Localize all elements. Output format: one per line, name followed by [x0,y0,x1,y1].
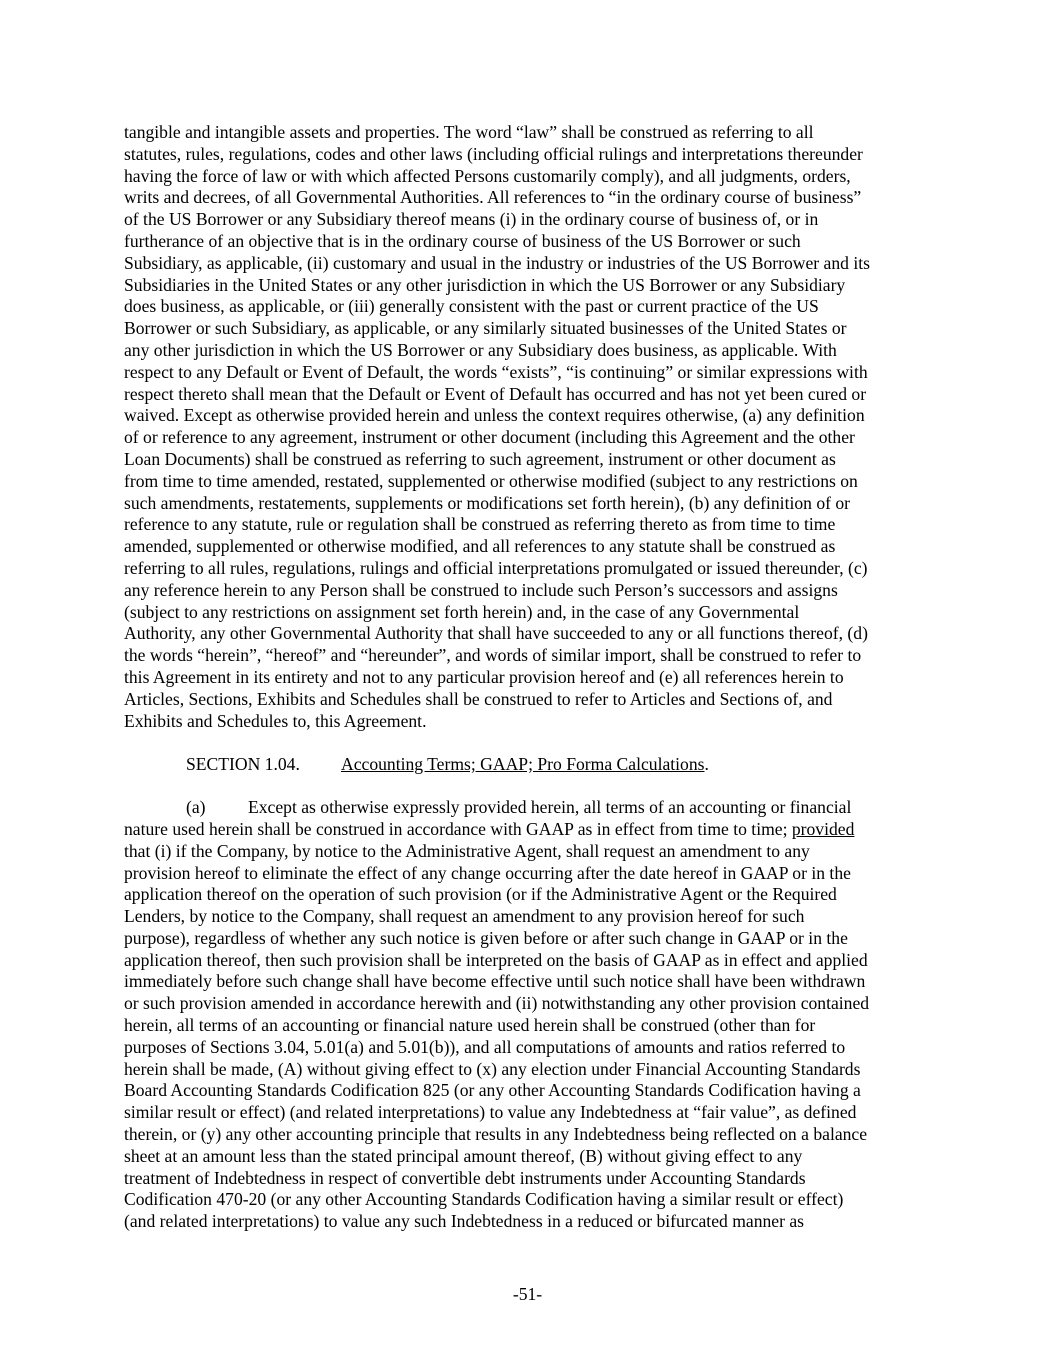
text-line: the words “herein”, “hereof” and “hereunder”, and words of similar import, shall be construed to refer to [124,645,862,666]
section-number: SECTION 1.04. [186,753,300,774]
text-line: (and related interpretations) to value any such Indebtedness in a reduced or bifurcated manner as [124,1211,805,1232]
text-line: respect thereto shall mean that the Default or Event of Default has occurred and has not yet been cured or [124,383,867,404]
text-line [124,797,936,819]
text-line: purposes of Sections 3.04, 5.01(a) and 5.01(b)), and all computations of amounts and ratios referred to [124,1036,846,1057]
text-line: respect to any Default or Event of Default, the words “exists”, “is continuing” or similar expressions with [124,361,868,382]
text-line: herein, all terms of an accounting or financial nature used herein shall be construed (other than for [124,1015,816,1036]
text-line: of the US Borrower or any Subsidiary thereof means (i) in the ordinary course of business of, or in [124,209,819,230]
text-line: similar result or effect) (and related interpretations) to value any Indebtedness at “fair value”, as defined [124,1102,857,1123]
text-line: waived. Except as otherwise provided herein and unless the context requires otherwise, (a) any definition [124,405,865,426]
paragraph-definitions-continued [124,122,936,732]
page-number: -51- [512,1284,543,1304]
text-line: any reference herein to any Person shall be construed to include such Person’s successors and assigns [124,579,838,600]
text-line [124,819,936,841]
text-line: that (i) if the Company, by notice to the Administrative Agent, shall request an amendment to any [124,840,810,861]
paragraph-accounting-terms [124,797,936,1233]
text-line: purpose), regardless of whether any such notice is given before or after such change in GAAP or in the [124,927,848,948]
text-line: Lenders, by notice to the Company, shall request an amendment to any provision hereof for such [124,906,805,927]
text-line: Subsidiaries in the United States or any other jurisdiction in which the US Borrower or any Subsidiary [124,274,846,295]
section-title-period: . [704,753,709,774]
text-line: application thereof, then such provision shall be interpreted on the basis of GAAP as in effect and applied [124,949,868,970]
text-line: Borrower or such Subsidiary, as applicable, or any similarly situated businesses of the United States or [124,318,847,339]
clause-second-line: nature used herein shall be construed in accordance with GAAP as in effect from time to time; [124,818,792,839]
text-line: Loan Documents) shall be construed as referring to such agreement, instrument or other document as [124,448,836,469]
text-line: referring to all rules, regulations, rulings and official interpretations promulgated or issued thereunder, (c) [124,557,868,578]
text-line: furtherance of an objective that is in the ordinary course of business of the US Borrower or such [124,230,801,251]
clause-label: (a) [186,797,206,818]
text-line: herein shall be made, (A) without giving effect to (x) any election under Financial Accounting Standards [124,1058,861,1079]
text-line: provision hereof to eliminate the effect of any change occurring after the date hereof in GAAP or in the [124,862,851,883]
text-line: (subject to any restrictions on assignment set forth herein) and, in the case of any Governmental [124,601,800,622]
text-line: this Agreement in its entirety and not to any particular provision hereof and (e) all references herein to [124,666,844,687]
text-line: of or reference to any agreement, instrument or other document (including this Agreement and the other [124,427,855,448]
text-line: amended, supplemented or otherwise modified, and all references to any statute shall be construed as [124,536,836,557]
text-line: such amendments, restatements, supplements or modifications set forth herein), (b) any definition of or [124,492,851,513]
paragraph-gap [124,776,936,798]
text-line: immediately before such change shall have become effective until such notice shall have been withdrawn [124,971,866,992]
paragraph-gap [124,732,936,754]
text-line: application thereof on the operation of such provision (or if the Administrative Agent or the Required [124,884,837,905]
section-heading [124,754,936,776]
text-line: sheet at an amount less than the stated principal amount thereof, (B) without giving effect to any [124,1145,803,1166]
text-line: treatment of Indebtedness in respect of convertible debt instruments under Accounting Standards [124,1167,806,1188]
clause-first-line: Except as otherwise expressly provided herein, all terms of an accounting or financial [248,797,852,818]
text-line: any other jurisdiction in which the US Borrower or any Subsidiary does business, as applicable. With [124,339,837,360]
text-line: Codification 470-20 (or any other Accounting Standards Codification having a similar result or effect) [124,1189,844,1210]
text-line: does business, as applicable, or (iii) generally consistent with the past or current practice of the US [124,296,819,317]
text-line: Articles, Sections, Exhibits and Schedules shall be construed to refer to Articles and Sections of, and [124,688,833,709]
section-title: Accounting Terms; GAAP; Pro Forma Calculations [341,753,705,774]
text-line: tangible and intangible assets and properties. The word “law” shall be construed as referring to all [124,122,814,142]
text-line: therein, or (y) any other accounting principle that results in any Indebtedness being reflected on a balance [124,1124,868,1145]
document-page [124,122,936,1233]
text-line: statutes, rules, regulations, codes and other laws (including official rulings and interpretations thereunder [124,143,863,164]
text-line: or such provision amended in accordance herewith and (ii) notwithstanding any other provision contained [124,993,870,1014]
text-line: Subsidiary, as applicable, (ii) customary and usual in the industry or industries of the US Borrower and its [124,252,870,273]
text-line: reference to any statute, rule or regulation shall be construed as referring thereto as from time to time [124,514,836,535]
text-line: Board Accounting Standards Codification 825 (or any other Accounting Standards Codification having a [124,1080,861,1101]
text-line: Authority, any other Governmental Authority that shall have succeeded to any or all functions thereof, (d) [124,623,868,644]
provided-term: provided [791,818,855,839]
text-line: Exhibits and Schedules to, this Agreement. [124,710,427,731]
text-line: from time to time amended, restated, supplemented or otherwise modified (subject to any restrictions on [124,470,858,491]
text-line: writs and decrees, of all Governmental Authorities. All references to “in the ordinary course of business” [124,187,862,208]
text-line: having the force of law or with which affected Persons customarily comply), and all judgments, orders, [124,165,851,186]
